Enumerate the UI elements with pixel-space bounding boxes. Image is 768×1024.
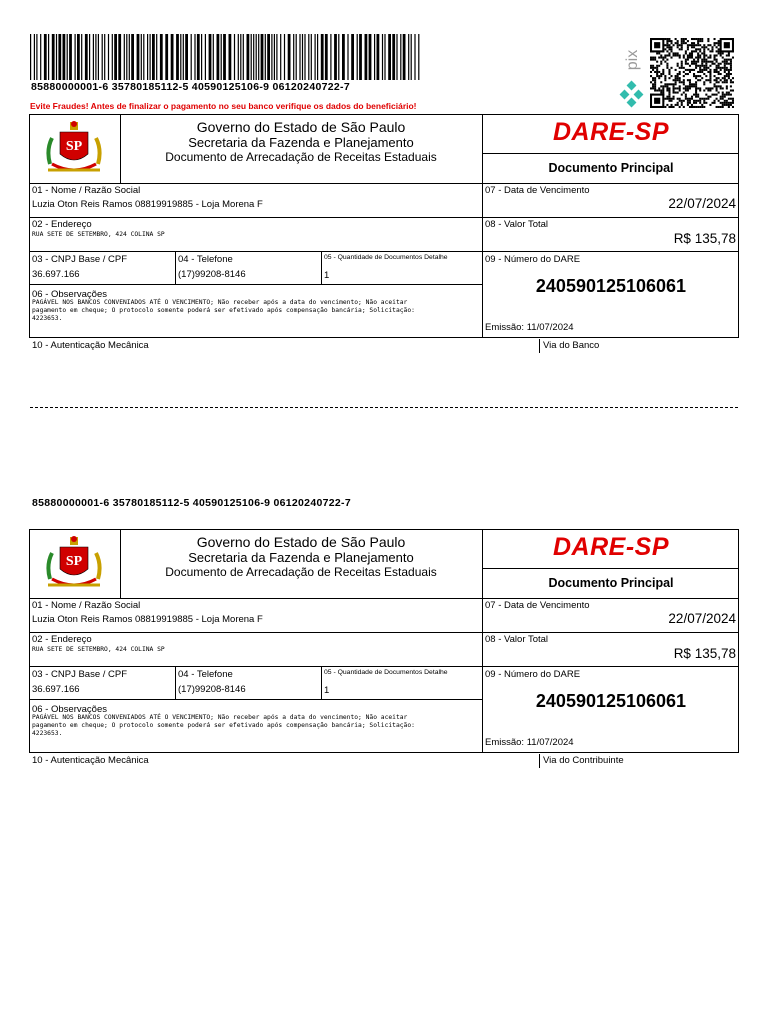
slip-bank-copy (29, 114, 739, 351)
header-line1: Governo do Estado de São Paulo (196, 534, 406, 550)
qr-code (650, 38, 734, 108)
address-label: 02 - Endereço (32, 219, 92, 230)
obs-line3: 4223653. (32, 730, 63, 737)
auth-label: 10 - Autenticação Mecânica (32, 755, 149, 766)
cut-line (30, 407, 738, 408)
name-value: Luzia Oton Reis Ramos 08819919885 - Loja Morena F (32, 199, 263, 210)
svg-text:pix: pix (624, 49, 642, 71)
address-value: RUA SETE DE SETEMBRO, 424 COLINA SP (32, 646, 165, 653)
total-value: R$ 135,78 (673, 231, 736, 246)
obs-label: 06 - Observações (32, 289, 107, 300)
dare-title: DARE-SP (552, 118, 669, 146)
document-subtitle: Documento Principal (548, 576, 674, 590)
name-label: 01 - Nome / Razão Social (32, 600, 141, 611)
cnpj-value: 36.697.166 (32, 269, 80, 280)
via-divider (539, 754, 540, 768)
due-label: 07 - Data de Vencimento (485, 600, 590, 611)
header-line3: Documento de Arrecadação de Receitas Estaduais (165, 565, 437, 579)
obs-line1: PAGÁVEL NOS BANCOS CONVENIADOS ATÉ O VENCIMENTO; Não receber após a data do vencimento; Não aceitar (32, 299, 408, 306)
due-label: 07 - Data de Vencimento (485, 185, 590, 196)
fraud-warning: Evite Fraudes! Antes de finalizar o pagamento no seu banco verifique os dados do beneficiário! (30, 101, 417, 111)
emission-date: Emissão: 11/07/2024 (485, 737, 574, 748)
qty-label: 05 - Quantidade de Documentos Detalhe (324, 254, 448, 261)
via-label: Via do Banco (543, 340, 600, 351)
cnpj-value: 36.697.166 (32, 684, 80, 695)
document-subtitle: Documento Principal (548, 161, 674, 175)
dare-number-label: 09 - Número do DARE (485, 254, 581, 265)
total-label: 08 - Valor Total (485, 634, 549, 645)
header-line2: Secretaria da Fazenda e Planejamento (188, 550, 414, 565)
phone-value: (17)99208-8146 (178, 684, 246, 695)
address-value: RUA SETE DE SETEMBRO, 424 COLINA SP (32, 231, 165, 238)
svg-text:SP: SP (65, 554, 83, 569)
svg-text:SP: SP (65, 139, 83, 154)
phone-value: (17)99208-8146 (178, 269, 246, 280)
qty-label: 05 - Quantidade de Documentos Detalhe (324, 669, 448, 676)
cnpj-label: 03 - CNPJ Base / CPF (32, 254, 128, 265)
due-value: 22/07/2024 (668, 196, 736, 211)
address-label: 02 - Endereço (32, 634, 92, 645)
obs-label: 06 - Observações (32, 704, 107, 715)
auth-label: 10 - Autenticação Mecânica (32, 340, 149, 351)
emission-date: Emissão: 11/07/2024 (485, 322, 574, 333)
qty-value: 1 (324, 685, 330, 696)
header-line2: Secretaria da Fazenda e Planejamento (188, 135, 414, 150)
obs-line1: PAGÁVEL NOS BANCOS CONVENIADOS ATÉ O VENCIMENTO; Não receber após a data do vencimento; Não aceitar (32, 714, 408, 721)
dare-title: DARE-SP (552, 533, 669, 561)
pix-logo-icon (618, 40, 648, 108)
total-value: R$ 135,78 (673, 646, 736, 661)
dare-number-label: 09 - Número do DARE (485, 669, 581, 680)
name-value: Luzia Oton Reis Ramos 08819919885 - Loja Morena F (32, 614, 263, 625)
dare-number-value: 240590125106061 (535, 691, 687, 711)
obs-line3: 4223653. (32, 315, 63, 322)
barcode-number: 85880000001-6 35780185112-5 40590125106-9 06120240722-7 (31, 81, 350, 93)
barcode (30, 34, 422, 80)
cnpj-label: 03 - CNPJ Base / CPF (32, 669, 128, 680)
second-barcode-number: 85880000001-6 35780185112-5 40590125106-9 06120240722-7 (32, 497, 351, 509)
slip-taxpayer-copy (29, 529, 739, 766)
sp-coat-of-arms-icon (44, 535, 104, 593)
phone-label: 04 - Telefone (178, 254, 233, 265)
name-label: 01 - Nome / Razão Social (32, 185, 141, 196)
via-label: Via do Contribuinte (543, 755, 624, 766)
phone-label: 04 - Telefone (178, 669, 233, 680)
due-value: 22/07/2024 (668, 611, 736, 626)
header-line1: Governo do Estado de São Paulo (196, 119, 406, 135)
via-divider (539, 339, 540, 353)
qty-value: 1 (324, 270, 330, 281)
sp-coat-of-arms-icon (44, 120, 104, 178)
obs-line2: pagamento em cheque; O protocolo somente poderá ser efetivado após compensação bancária; Solicitação: (32, 307, 415, 314)
obs-line2: pagamento em cheque; O protocolo somente poderá ser efetivado após compensação bancária; Solicitação: (32, 722, 415, 729)
dare-number-value: 240590125106061 (535, 276, 687, 296)
header-line3: Documento de Arrecadação de Receitas Estaduais (165, 150, 437, 164)
total-label: 08 - Valor Total (485, 219, 549, 230)
